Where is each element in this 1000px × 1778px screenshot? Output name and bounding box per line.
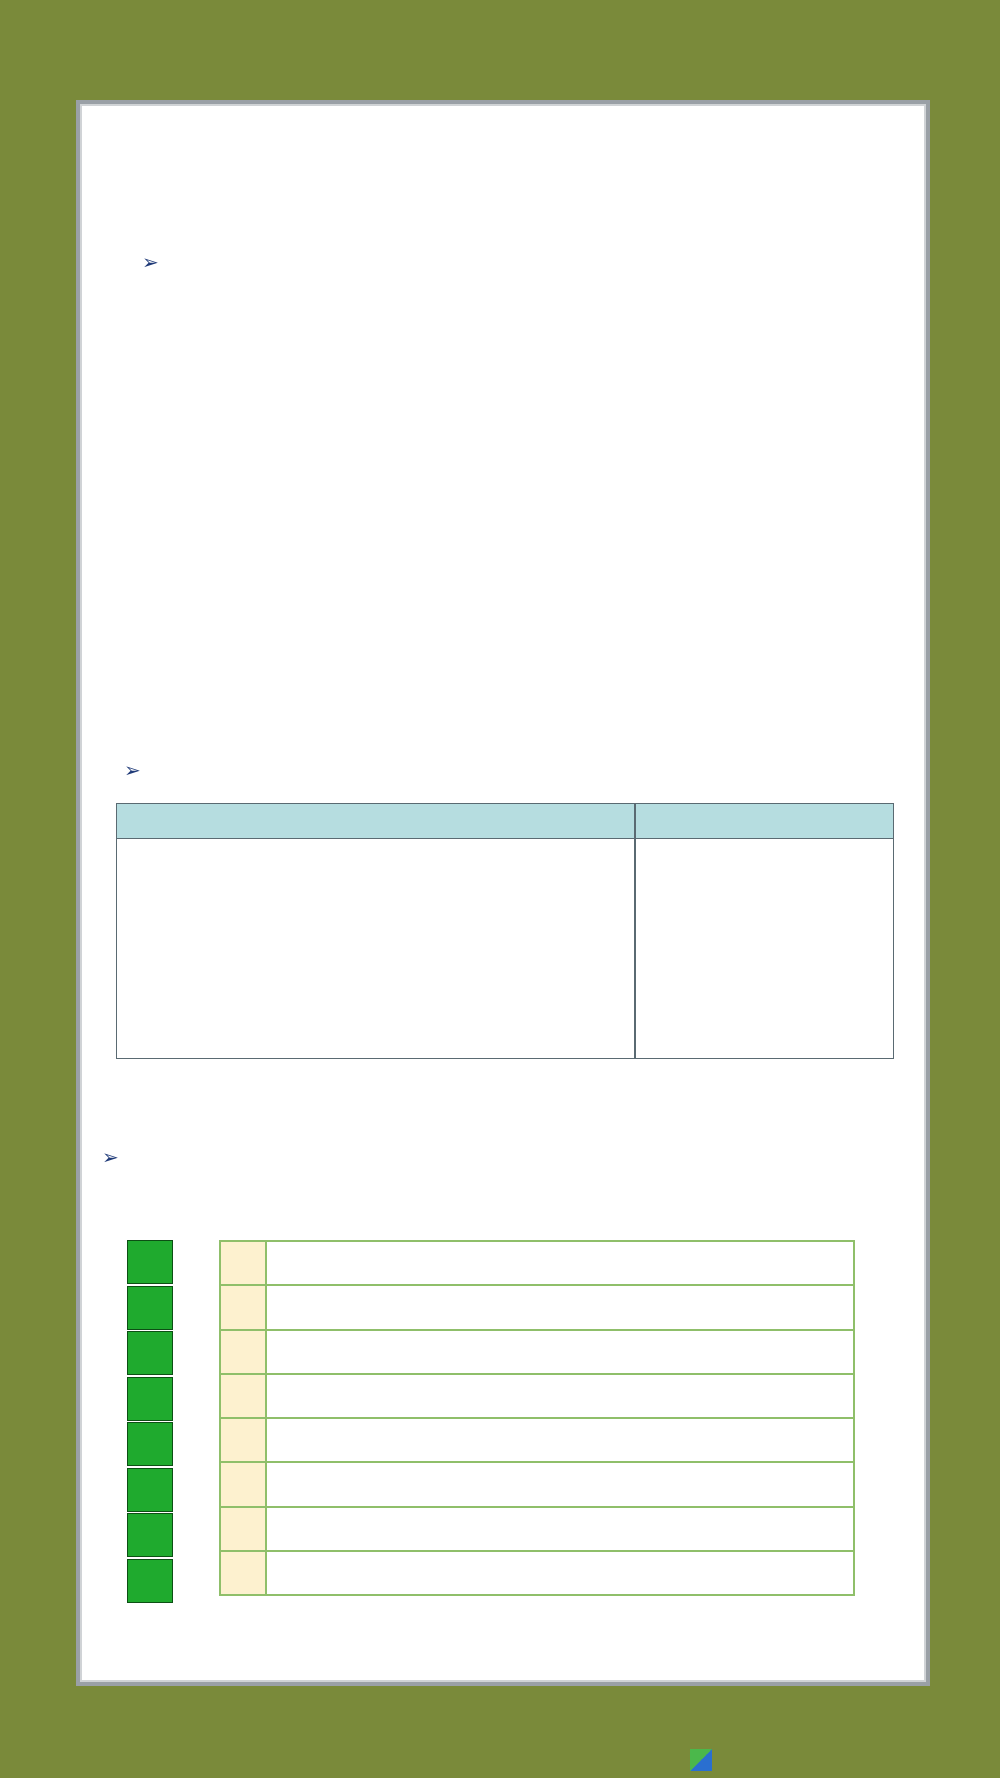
draggable-number[interactable]: [127, 1513, 173, 1557]
exercise2-instruction: [124, 758, 164, 782]
decorative-border-right: [922, 98, 1000, 1680]
draggable-number[interactable]: [127, 1468, 173, 1512]
hero-option: [649, 870, 679, 892]
drop-box[interactable]: [221, 1242, 267, 1284]
liveworksheets-logo-icon: [690, 1749, 712, 1771]
sequence-row: [219, 1240, 855, 1284]
draggable-number[interactable]: [127, 1240, 173, 1284]
drop-box[interactable]: [221, 1419, 267, 1461]
sequence-row: [219, 1329, 855, 1373]
exercise1-instruction: [142, 250, 182, 274]
draggable-number[interactable]: [127, 1286, 173, 1330]
drop-box[interactable]: [221, 1508, 267, 1550]
table-divider: [634, 804, 636, 1058]
exercise3-instruction: [102, 1141, 142, 1173]
drop-box[interactable]: [221, 1331, 267, 1373]
draggable-number[interactable]: [127, 1331, 173, 1375]
hero-option: [649, 844, 679, 866]
draggable-number-column: [127, 1240, 173, 1604]
sequence-row: [219, 1417, 855, 1461]
hero-option: [649, 896, 679, 918]
decorative-border-bottom: [0, 1680, 1000, 1778]
draggable-number[interactable]: [127, 1422, 173, 1466]
sequence-row: [219, 1550, 855, 1596]
arrow-bullet-icon: ➢: [142, 250, 159, 274]
decorative-border-top: [0, 0, 1000, 98]
drop-box[interactable]: [221, 1552, 267, 1594]
hero-option: [649, 948, 679, 970]
liveworksheets-logo: [690, 1744, 716, 1775]
matching-table-header: [117, 804, 893, 839]
arrow-bullet-icon: ➢: [124, 758, 141, 782]
sequence-row: [219, 1461, 855, 1505]
arrow-bullet-icon: ➢: [102, 1145, 119, 1169]
drop-box[interactable]: [221, 1286, 267, 1328]
drop-box[interactable]: [221, 1375, 267, 1417]
sequence-table: [219, 1240, 855, 1596]
sequence-row: [219, 1506, 855, 1550]
draggable-number[interactable]: [127, 1559, 173, 1603]
hero-option: [649, 922, 679, 944]
matching-table: [116, 803, 894, 1059]
draggable-number[interactable]: [127, 1377, 173, 1421]
quote-item: [157, 974, 623, 1052]
drop-box[interactable]: [221, 1463, 267, 1505]
quote-item: [157, 844, 623, 870]
quote-item: [157, 870, 623, 922]
quote-item: [157, 922, 623, 974]
sequence-row: [219, 1373, 855, 1417]
decorative-border-left: [0, 98, 78, 1680]
sequence-row: [219, 1284, 855, 1328]
